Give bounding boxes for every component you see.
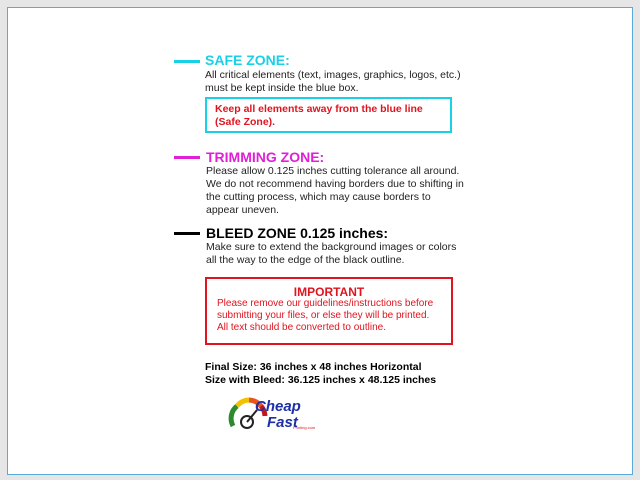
cheap-fast-printing-logo [227, 392, 327, 438]
important-text-2: submitting your files, or else they will be printed. [217, 310, 430, 321]
safe-zone-line-swatch [174, 60, 200, 63]
safe-zone-text-1: All critical elements (text, images, graphics, logos, etc.) [205, 69, 461, 81]
trimming-zone-line-swatch [174, 156, 200, 159]
safe-zone-box [205, 97, 452, 133]
final-size-text: Final Size: 36 inches x 48 inches Horizontal [205, 361, 422, 373]
important-box [205, 277, 453, 345]
safe-zone-title: SAFE ZONE: [205, 52, 290, 68]
bleed-zone-text-2: all the way to the edge of the black outline. [206, 254, 405, 266]
bleed-size-text: Size with Bleed: 36.125 inches x 48.125 inches [205, 374, 437, 386]
safe-zone-box-text-1: Keep all elements away from the blue line [215, 103, 423, 115]
safe-zone-box-text-2: (Safe Zone). [215, 116, 276, 128]
bleed-zone-line-swatch [174, 232, 200, 235]
important-text-3: All text should be converted to outline. [217, 322, 386, 333]
logo-word-cheap: Cheap [255, 398, 301, 415]
safe-zone-text-2: must be kept inside the blue box. [205, 82, 359, 94]
logo-word-fast: Fast [267, 414, 298, 431]
trimming-zone-text-2: We do not recommend having borders due to shifting in [206, 178, 464, 190]
bleed-zone-title: BLEED ZONE 0.125 inches: [206, 225, 389, 241]
trimming-zone-title: TRIMMING ZONE: [206, 149, 325, 165]
trimming-zone-text-1: Please allow 0.125 inches cutting tolerance all around. [206, 165, 460, 177]
logo-tagline: Printing.com [293, 425, 316, 430]
important-title: IMPORTANT [293, 285, 365, 299]
trimming-zone-text-4: appear uneven. [206, 204, 279, 216]
bleed-zone-text-1: Make sure to extend the background images or colors [206, 241, 457, 253]
important-text-1: Please remove our guidelines/instructions before [217, 298, 434, 309]
trimming-zone-text-3: the cutting process, which may cause borders to [206, 191, 431, 203]
